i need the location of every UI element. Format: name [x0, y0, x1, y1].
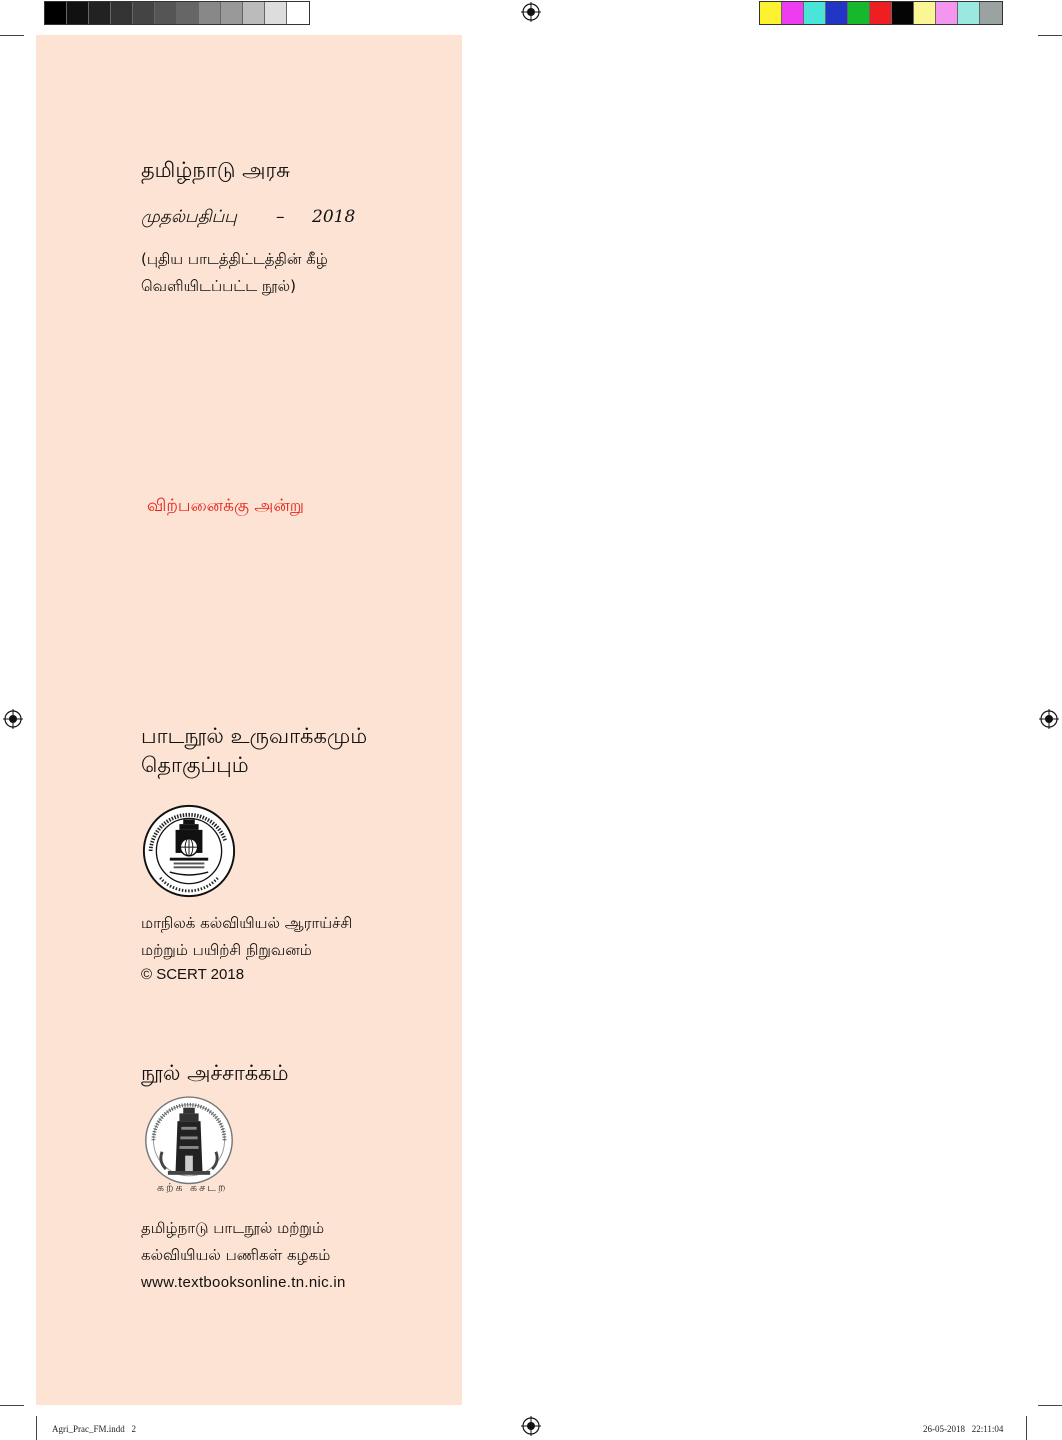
crop-mark-bottom-left-v: [36, 1416, 37, 1440]
imprint-panel: [36, 35, 462, 1405]
crop-mark-top-right: [1038, 35, 1062, 36]
process-color-swatch: [826, 2, 848, 24]
website-url: www.textbooksonline.tn.nic.in: [141, 1274, 346, 1291]
preparation-heading-line2: தொகுப்பும்: [141, 753, 249, 777]
emblem-motto: கற்க கசடற: [157, 1181, 228, 1194]
edition-note-line1: (புதிய பாடத்திட்டத்தின் கீழ்: [141, 250, 328, 268]
gray-ramp-swatch: [133, 2, 155, 24]
process-color-swatch: [980, 2, 1002, 24]
printing-heading: நூல் அச்சாக்கம்: [141, 1061, 289, 1085]
process-color-bar: [759, 1, 1003, 25]
gray-ramp-swatch: [111, 2, 133, 24]
gray-ramp-swatch: [221, 2, 243, 24]
gray-ramp-swatch: [199, 2, 221, 24]
registration-mark-icon: [1039, 709, 1059, 729]
gray-ramp-swatch: [177, 2, 199, 24]
process-color-swatch: [760, 2, 782, 24]
scert-name-line2: மற்றும் பயிற்சி நிறுவனம்: [141, 941, 312, 959]
process-color-swatch: [936, 2, 958, 24]
scert-emblem-icon: [141, 803, 237, 899]
edition-note-line2: வெளியிடப்பட்ட நூல்): [141, 277, 296, 295]
crop-mark-bottom-left: [0, 1405, 24, 1406]
gray-ramp-swatch: [243, 2, 265, 24]
edition-year: 2018: [312, 207, 356, 227]
gray-ramp-swatch: [89, 2, 111, 24]
process-color-swatch: [958, 2, 980, 24]
preparation-heading-line1: பாடநூல் உருவாக்கமும்: [141, 724, 368, 748]
gray-ramp-swatch: [45, 2, 67, 24]
gray-ramp-swatch: [67, 2, 89, 24]
tntb-name-line2: கல்வியியல் பணிகள் கழகம்: [141, 1246, 331, 1264]
gray-ramp-bar: [44, 1, 310, 25]
crop-mark-top-left: [0, 35, 24, 36]
scert-name-line1: மாநிலக் கல்வியியல் ஆராய்ச்சி: [141, 914, 353, 932]
tntb-name-line1: தமிழ்நாடு பாடநூல் மற்றும்: [141, 1219, 325, 1237]
process-color-swatch: [870, 2, 892, 24]
edition-label: முதல்பதிப்பு: [141, 207, 237, 227]
process-color-swatch: [782, 2, 804, 24]
not-for-sale-notice: விற்பனைக்கு அன்று: [147, 496, 305, 516]
process-color-swatch: [914, 2, 936, 24]
process-color-swatch: [892, 2, 914, 24]
registration-mark-icon: [3, 709, 23, 729]
slug-datetime: 26-05-2018 22:11:04: [923, 1424, 1004, 1434]
gray-ramp-swatch: [265, 2, 287, 24]
copyright-line: © SCERT 2018: [141, 966, 245, 983]
registration-mark-icon: [521, 2, 541, 22]
gray-ramp-swatch: [287, 2, 309, 24]
edition-dash: –: [276, 207, 285, 227]
crop-mark-bottom-right: [1038, 1405, 1062, 1406]
process-color-swatch: [804, 2, 826, 24]
crop-mark-bottom-right-v: [1026, 1416, 1027, 1440]
gray-ramp-swatch: [155, 2, 177, 24]
government-title: தமிழ்நாடு அரசு: [141, 158, 290, 182]
process-color-swatch: [848, 2, 870, 24]
slug-filename: Agri_Prac_FM.indd 2: [52, 1424, 136, 1434]
registration-mark-icon: [521, 1416, 541, 1436]
